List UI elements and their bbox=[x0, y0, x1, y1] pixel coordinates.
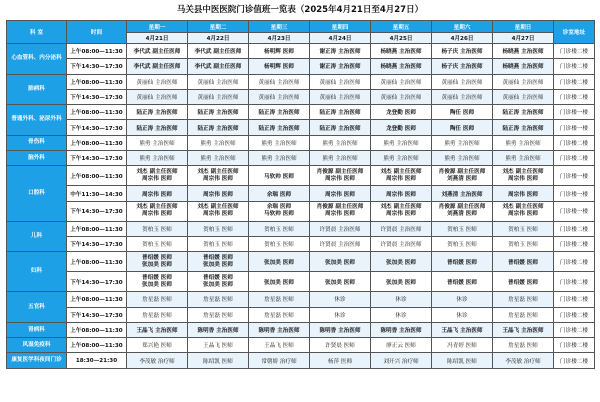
doctor-entry: 周宗伟 医师 bbox=[203, 175, 233, 182]
doctor-entry: 刘杰 副主任医师 bbox=[380, 168, 422, 175]
doctor-entry: 普绍媛 医师 bbox=[142, 274, 172, 281]
schedule-cell: 黄丽仙 主治医师 bbox=[127, 89, 188, 104]
day-header: 星期五 bbox=[371, 21, 432, 33]
time-slot: 下午14:30—17:30 bbox=[67, 236, 127, 251]
table-row bbox=[7, 221, 595, 236]
schedule-cell bbox=[127, 272, 188, 292]
schedule-cell: 许贤晨 主治医师 bbox=[371, 221, 432, 236]
department-name: 肺病科 bbox=[7, 74, 67, 105]
schedule-cell bbox=[493, 201, 554, 221]
schedule-cell: 谢正涛 主治医师 bbox=[310, 59, 371, 74]
schedule-cell: 休诊 bbox=[371, 307, 432, 322]
schedule-cell: 黄丽仙 主治医师 bbox=[432, 89, 493, 104]
schedule-cell: 休诊 bbox=[310, 292, 371, 307]
table-row bbox=[7, 74, 595, 89]
date-header: 4月23日 bbox=[249, 33, 310, 44]
schedule-cell: 周宗伟 医师 bbox=[127, 186, 188, 201]
time-slot: 下午14:30—17:30 bbox=[67, 201, 127, 221]
time-slot: 下午14:30—17:30 bbox=[67, 89, 127, 104]
schedule-cell: 黄丽仙 主治医师 bbox=[493, 89, 554, 104]
doctor-entry: 刘杰 副主任医师 bbox=[197, 168, 239, 175]
schedule-cell: 熊勇 主治医师 bbox=[432, 135, 493, 150]
table-row bbox=[7, 166, 595, 186]
schedule-cell: 黄丽仙 主治医师 bbox=[432, 74, 493, 89]
schedule-cell: 黄丽仙 主治医师 bbox=[371, 74, 432, 89]
schedule-cell: 熊勇 主治医师 bbox=[371, 135, 432, 150]
schedule-cell: 熊勇 主治医师 bbox=[493, 135, 554, 150]
doctor-entry: 周宗伟 医师 bbox=[142, 175, 172, 182]
department-name: 儿科 bbox=[7, 221, 67, 252]
schedule-cell: 熊勇 主治医师 bbox=[493, 151, 554, 166]
schedule-cell bbox=[249, 201, 310, 221]
clinic-location: 门诊楼二楼 bbox=[554, 44, 595, 59]
time-slot: 上午08:00—11:30 bbox=[67, 292, 127, 307]
schedule-cell: 黄丽仙 主治医师 bbox=[310, 89, 371, 104]
schedule-cell: 龙登勤 医师 bbox=[371, 105, 432, 120]
doctor-entry: 张加美 医师 bbox=[142, 281, 172, 288]
time-slot: 上午08:00—11:30 bbox=[67, 338, 127, 353]
doctor-entry: 刘燕清 医师 bbox=[447, 175, 477, 182]
schedule-cell: 贺柏玉 医师 bbox=[188, 236, 249, 251]
clinic-location: 门诊楼二楼 bbox=[554, 272, 595, 292]
schedule-cell: 陆正涛 主治医师 bbox=[310, 105, 371, 120]
schedule-cell: 熊勇 主治医师 bbox=[127, 151, 188, 166]
schedule-cell bbox=[188, 252, 249, 272]
clinic-location: 门诊楼二楼 bbox=[554, 322, 595, 337]
schedule-cell: 李代武 副主任医师 bbox=[127, 44, 188, 59]
schedule-cell: 王晶飞 主治医师 bbox=[127, 322, 188, 337]
day-header: 星期二 bbox=[188, 21, 249, 33]
schedule-cell: 杨晓燕 主治医师 bbox=[493, 59, 554, 74]
doctor-entry: 刘杰 副主任医师 bbox=[502, 204, 544, 211]
schedule-cell bbox=[432, 166, 493, 186]
schedule-cell: 陈绍凯 医师 bbox=[188, 353, 249, 368]
schedule-cell: 陆正涛 主治医师 bbox=[493, 120, 554, 135]
doctor-entry: 周宗伟 医师 bbox=[325, 211, 355, 218]
schedule-cell: 张加美 医师 bbox=[371, 252, 432, 272]
schedule-cell: 熊勇 主治医师 bbox=[310, 151, 371, 166]
clinic-location: 门诊楼二楼 bbox=[554, 135, 595, 150]
clinic-location: 门诊楼一楼 bbox=[554, 201, 595, 221]
doctor-entry: 马软帅 医师 bbox=[264, 211, 294, 218]
schedule-cell: 贺柏玉 医师 bbox=[188, 221, 249, 236]
department-name: 五官科 bbox=[7, 292, 67, 323]
clinic-location: 门诊楼二楼 bbox=[554, 338, 595, 353]
schedule-cell: 廖正云 医师 bbox=[371, 338, 432, 353]
schedule-cell: 詹星磊 医师 bbox=[127, 307, 188, 322]
schedule-cell bbox=[493, 166, 554, 186]
schedule-cell: 王晶飞 主治医师 bbox=[432, 322, 493, 337]
time-slot: 下午14:30—17:30 bbox=[67, 307, 127, 322]
time-slot: 上午08:00—11:30 bbox=[67, 252, 127, 272]
schedule-cell: 普绍媛 医师 bbox=[493, 272, 554, 292]
schedule-cell: 周宗伟 医师 bbox=[310, 186, 371, 201]
clinic-location: 门诊楼二楼 bbox=[554, 89, 595, 104]
time-slot: 18:30—21:30 bbox=[67, 353, 127, 368]
schedule-cell bbox=[127, 166, 188, 186]
schedule-cell: 陈明香 主治医师 bbox=[310, 322, 371, 337]
schedule-cell: 黄丽仙 主治医师 bbox=[249, 89, 310, 104]
header-row bbox=[7, 21, 595, 33]
schedule-cell: 许贤晨 主治医师 bbox=[310, 221, 371, 236]
schedule-cell: 马软帅 医师 bbox=[249, 166, 310, 186]
time-slot: 上午08:00—11:30 bbox=[67, 221, 127, 236]
schedule-cell: 刘开兴 治疗师 bbox=[371, 353, 432, 368]
clinic-location: 门诊楼一楼 bbox=[554, 186, 595, 201]
location-header: 诊室地址 bbox=[554, 21, 595, 44]
clinic-location: 门诊楼一楼 bbox=[554, 120, 595, 135]
schedule-cell: 贺柏玉 医师 bbox=[127, 221, 188, 236]
doctor-entry: 肖俊源 副主任医师 bbox=[316, 204, 364, 211]
schedule-cell: 余瑞 医师 bbox=[249, 186, 310, 201]
department-name: 心血管科、内分泌科 bbox=[7, 44, 67, 75]
department-name: 妇科 bbox=[7, 252, 67, 292]
schedule-cell: 黄丽仙 主治医师 bbox=[127, 74, 188, 89]
schedule-cell bbox=[127, 201, 188, 221]
time-slot: 上午08:00—11:30 bbox=[67, 322, 127, 337]
time-slot: 下午14:30—17:30 bbox=[67, 59, 127, 74]
page-title: 马关县中医医院门诊值班一览表（2025年4月21日至4月27日） bbox=[176, 5, 424, 15]
schedule-cell: 杨明辉 医师 bbox=[249, 44, 310, 59]
table-row bbox=[7, 59, 595, 74]
table-row bbox=[7, 353, 595, 368]
schedule-cell: 杨晓燕 主治医师 bbox=[371, 59, 432, 74]
schedule-cell: 黄丽仙 主治医师 bbox=[493, 74, 554, 89]
schedule-cell: 熊勇 主治医师 bbox=[432, 151, 493, 166]
schedule-cell bbox=[188, 201, 249, 221]
department-name: 风湿免疫科 bbox=[7, 338, 67, 353]
schedule-cell bbox=[310, 166, 371, 186]
schedule-cell bbox=[371, 166, 432, 186]
day-header: 星期三 bbox=[249, 21, 310, 33]
schedule-cell: 王晶飞 医师 bbox=[249, 338, 310, 353]
schedule-cell: 熊勇 主治医师 bbox=[188, 151, 249, 166]
schedule-cell: 王晶飞 主治医师 bbox=[493, 322, 554, 337]
schedule-cell: 周宗伟 医师 bbox=[493, 186, 554, 201]
date-header: 4月24日 bbox=[310, 33, 371, 44]
schedule-cell: 杨明辉 医师 bbox=[249, 59, 310, 74]
doctor-entry: 刘杰 副主任医师 bbox=[136, 204, 178, 211]
doctor-entry: 刘杰 副主任医师 bbox=[380, 204, 422, 211]
table-row bbox=[7, 338, 595, 353]
clinic-location: 门诊楼二楼 bbox=[554, 353, 595, 368]
doctor-entry: 周宗伟 医师 bbox=[203, 211, 233, 218]
table-row bbox=[7, 307, 595, 322]
schedule-cell: 普绍媛 医师 bbox=[432, 272, 493, 292]
schedule-cell: 詹星磊 医师 bbox=[249, 307, 310, 322]
schedule-cell: 黄丽仙 主治医师 bbox=[371, 89, 432, 104]
schedule-cell: 龙登勤 医师 bbox=[371, 120, 432, 135]
time-slot: 下午14:30—17:30 bbox=[67, 120, 127, 135]
schedule-cell: 休诊 bbox=[310, 307, 371, 322]
schedule-cell: 周宗伟 医师 bbox=[188, 186, 249, 201]
clinic-location: 门诊楼二楼 bbox=[554, 59, 595, 74]
schedule-cell: 刘燕清 主治医师 bbox=[432, 186, 493, 201]
schedule-cell: 贺柏玉 医师 bbox=[493, 236, 554, 251]
doctor-entry: 普绍媛 医师 bbox=[203, 274, 233, 281]
schedule-cell: 黄丽仙 主治医师 bbox=[188, 74, 249, 89]
schedule-cell: 詹星磊 医师 bbox=[493, 292, 554, 307]
schedule-cell: 杨子庆 主治医师 bbox=[432, 59, 493, 74]
schedule-cell: 熊勇 主治医师 bbox=[188, 135, 249, 150]
department-name: 肾病科 bbox=[7, 322, 67, 337]
schedule-cell bbox=[127, 252, 188, 272]
schedule-cell: 熊勇 主治医师 bbox=[310, 135, 371, 150]
schedule-cell: 常朝娇 治疗师 bbox=[249, 353, 310, 368]
table-row bbox=[7, 272, 595, 292]
schedule-cell: 张加美 医师 bbox=[249, 272, 310, 292]
time-slot: 上午08:00—11:30 bbox=[67, 74, 127, 89]
schedule-cell: 贺柏玉 医师 bbox=[432, 236, 493, 251]
schedule-cell: 李代武 副主任医师 bbox=[188, 44, 249, 59]
dept-header: 科 室 bbox=[7, 21, 67, 44]
schedule-cell: 普绍媛 医师 bbox=[432, 252, 493, 272]
schedule-cell: 黄丽仙 主治医师 bbox=[188, 89, 249, 104]
doctor-entry: 肖俊源 副主任医师 bbox=[438, 204, 486, 211]
date-header: 4月22日 bbox=[188, 33, 249, 44]
doctor-entry: 周宗伟 医师 bbox=[142, 211, 172, 218]
doctor-entry: 刘杰 副主任医师 bbox=[502, 168, 544, 175]
day-header: 星期六 bbox=[432, 21, 493, 33]
schedule-cell: 贺柏玉 医师 bbox=[493, 221, 554, 236]
schedule-cell: 陆正涛 主治医师 bbox=[310, 120, 371, 135]
schedule-cell: 陈明香 主治医师 bbox=[249, 322, 310, 337]
date-header: 4月26日 bbox=[432, 33, 493, 44]
time-slot: 上午08:00—11:30 bbox=[67, 44, 127, 59]
time-slot: 中午11:30—14:30 bbox=[67, 186, 127, 201]
schedule-cell: 李茂敏 治疗师 bbox=[127, 353, 188, 368]
schedule-cell bbox=[188, 272, 249, 292]
department-name: 脑外科 bbox=[7, 151, 67, 166]
schedule-cell: 詹星磊 医师 bbox=[493, 307, 554, 322]
clinic-location: 门诊楼一楼 bbox=[554, 166, 595, 186]
clinic-location: 门诊楼二楼 bbox=[554, 236, 595, 251]
doctor-entry: 余瑞 医师 bbox=[266, 204, 292, 211]
schedule-cell: 许贤晨 主治医师 bbox=[371, 236, 432, 251]
schedule-cell: 杨晓燕 主治医师 bbox=[493, 44, 554, 59]
time-slot: 上午08:00—11:30 bbox=[67, 166, 127, 186]
schedule-cell: 李茂敏 治疗师 bbox=[493, 353, 554, 368]
schedule-cell: 陆正涛 主治医师 bbox=[127, 120, 188, 135]
schedule-cell: 熊勇 主治医师 bbox=[371, 151, 432, 166]
time-slot: 上午08:00—11:30 bbox=[67, 135, 127, 150]
doctor-entry: 刘杰 副主任医师 bbox=[136, 168, 178, 175]
clinic-location: 门诊楼二楼 bbox=[554, 292, 595, 307]
doctor-entry: 肖俊源 副主任医师 bbox=[316, 168, 364, 175]
table-row bbox=[7, 322, 595, 337]
schedule-cell: 贺柏玉 医师 bbox=[432, 221, 493, 236]
table-row bbox=[7, 120, 595, 135]
day-header: 星期四 bbox=[310, 21, 371, 33]
schedule-cell: 詹星磊 医师 bbox=[188, 307, 249, 322]
schedule-cell: 熊勇 主治医师 bbox=[249, 135, 310, 150]
schedule-cell: 陆正涛 主治医师 bbox=[249, 105, 310, 120]
schedule-cell: 陈绍凯 医师 bbox=[432, 353, 493, 368]
schedule-cell: 陆正涛 主治医师 bbox=[188, 105, 249, 120]
clinic-location: 门诊楼一楼 bbox=[554, 105, 595, 120]
date-header: 4月21日 bbox=[127, 33, 188, 44]
time-slot: 下午14:30—17:30 bbox=[67, 272, 127, 292]
schedule-cell: 詹星磊 医师 bbox=[493, 338, 554, 353]
table-row bbox=[7, 44, 595, 59]
schedule-cell: 张加美 医师 bbox=[310, 272, 371, 292]
schedule-cell: 陆正涛 主治医师 bbox=[249, 120, 310, 135]
doctor-entry: 周宗伟 医师 bbox=[508, 175, 538, 182]
department-name: 骨伤科 bbox=[7, 135, 67, 150]
schedule-cell: 休诊 bbox=[432, 307, 493, 322]
schedule-cell bbox=[371, 201, 432, 221]
day-header: 星期一 bbox=[127, 21, 188, 33]
table-row bbox=[7, 252, 595, 272]
doctor-entry: 张加美 医师 bbox=[203, 281, 233, 288]
schedule-cell: 熊勇 主治医师 bbox=[127, 135, 188, 150]
doctor-entry: 周宗伟 医师 bbox=[325, 175, 355, 182]
schedule-cell: 贺柏玉 医师 bbox=[249, 236, 310, 251]
schedule-cell: 陶任 医师 bbox=[432, 105, 493, 120]
schedule-cell: 李代武 副主任医师 bbox=[188, 59, 249, 74]
schedule-cell: 冯青婷 医师 bbox=[432, 338, 493, 353]
schedule-cell: 黄丽仙 主治医师 bbox=[310, 74, 371, 89]
doctor-entry: 普绍媛 医师 bbox=[203, 254, 233, 261]
doctor-entry: 刘杰 副主任医师 bbox=[197, 204, 239, 211]
time-slot: 下午14:30—17:30 bbox=[67, 151, 127, 166]
schedule-cell: 陈明香 主治医师 bbox=[371, 322, 432, 337]
doctor-entry: 张加美 医师 bbox=[142, 261, 172, 268]
table-row bbox=[7, 186, 595, 201]
doctor-entry: 刘燕清 医师 bbox=[447, 211, 477, 218]
schedule-cell: 杨子庆 主治医师 bbox=[432, 44, 493, 59]
department-name: 口腔科 bbox=[7, 166, 67, 221]
schedule-cell bbox=[432, 201, 493, 221]
schedule-cell: 王晶飞 医师 bbox=[188, 338, 249, 353]
schedule-cell: 贺柏玉 医师 bbox=[249, 221, 310, 236]
schedule-cell bbox=[310, 201, 371, 221]
schedule-cell: 张加美 医师 bbox=[249, 252, 310, 272]
table-row bbox=[7, 89, 595, 104]
schedule-cell: 陆正涛 主治医师 bbox=[493, 105, 554, 120]
table-row bbox=[7, 135, 595, 150]
schedule-cell: 詹星磊 医师 bbox=[188, 292, 249, 307]
clinic-location: 门诊楼二楼 bbox=[554, 74, 595, 89]
schedule-cell: 郑兴艳 医师 bbox=[127, 338, 188, 353]
schedule-cell: 贺柏玉 医师 bbox=[127, 236, 188, 251]
schedule-cell: 陈明香 主治医师 bbox=[188, 322, 249, 337]
department-name: 康复医学科夜间门诊 bbox=[7, 353, 67, 368]
schedule-cell: 熊勇 主治医师 bbox=[249, 151, 310, 166]
schedule-cell: 杨晓燕 主治医师 bbox=[371, 44, 432, 59]
schedule-cell: 詹星磊 医师 bbox=[249, 292, 310, 307]
date-header: 4月27日 bbox=[493, 33, 554, 44]
doctor-entry: 周宗伟 医师 bbox=[386, 211, 416, 218]
schedule-cell: 李代武 副主任医师 bbox=[127, 59, 188, 74]
schedule-cell: 周宗伟 医师 bbox=[371, 186, 432, 201]
clinic-location: 门诊楼二楼 bbox=[554, 221, 595, 236]
day-header: 星期日 bbox=[493, 21, 554, 33]
schedule-cell: 休诊 bbox=[432, 292, 493, 307]
clinic-location: 门诊楼二楼 bbox=[554, 151, 595, 166]
department-name: 普通外科、泌尿外科 bbox=[7, 105, 67, 136]
table-row bbox=[7, 201, 595, 221]
schedule-cell: 张加美 医师 bbox=[371, 272, 432, 292]
schedule-cell bbox=[188, 166, 249, 186]
doctor-entry: 周宗伟 医师 bbox=[508, 211, 538, 218]
date-header: 4月25日 bbox=[371, 33, 432, 44]
schedule-cell: 许贤晨 主治医师 bbox=[310, 236, 371, 251]
schedule-cell: 陆正涛 主治医师 bbox=[127, 105, 188, 120]
table-row bbox=[7, 292, 595, 307]
table-row bbox=[7, 151, 595, 166]
schedule-cell: 黄丽仙 主治医师 bbox=[249, 74, 310, 89]
schedule-cell: 詹星磊 医师 bbox=[127, 292, 188, 307]
schedule-cell: 谢正涛 主治医师 bbox=[310, 44, 371, 59]
schedule-cell: 休诊 bbox=[371, 292, 432, 307]
time-slot: 上午08:00—11:30 bbox=[67, 105, 127, 120]
schedule-cell: 杨萍 医师 bbox=[310, 353, 371, 368]
doctor-entry: 普绍媛 医师 bbox=[142, 254, 172, 261]
schedule-cell: 陶任 医师 bbox=[432, 120, 493, 135]
doctor-entry: 肖俊源 副主任医师 bbox=[438, 168, 486, 175]
clinic-location: 门诊楼二楼 bbox=[554, 252, 595, 272]
table-row bbox=[7, 236, 595, 251]
schedule-table bbox=[6, 20, 595, 369]
schedule-cell: 陆正涛 主治医师 bbox=[188, 120, 249, 135]
schedule-cell: 普绍媛 医师 bbox=[493, 252, 554, 272]
schedule-cell: 许贤晨 医师 bbox=[310, 338, 371, 353]
time-header: 时间 bbox=[67, 21, 127, 44]
table-row bbox=[7, 105, 595, 120]
schedule-cell: 张加美 医师 bbox=[310, 252, 371, 272]
schedule-body bbox=[7, 44, 595, 369]
clinic-location: 门诊楼二楼 bbox=[554, 307, 595, 322]
doctor-entry: 张加美 医师 bbox=[203, 261, 233, 268]
doctor-entry: 周宗伟 医师 bbox=[386, 175, 416, 182]
